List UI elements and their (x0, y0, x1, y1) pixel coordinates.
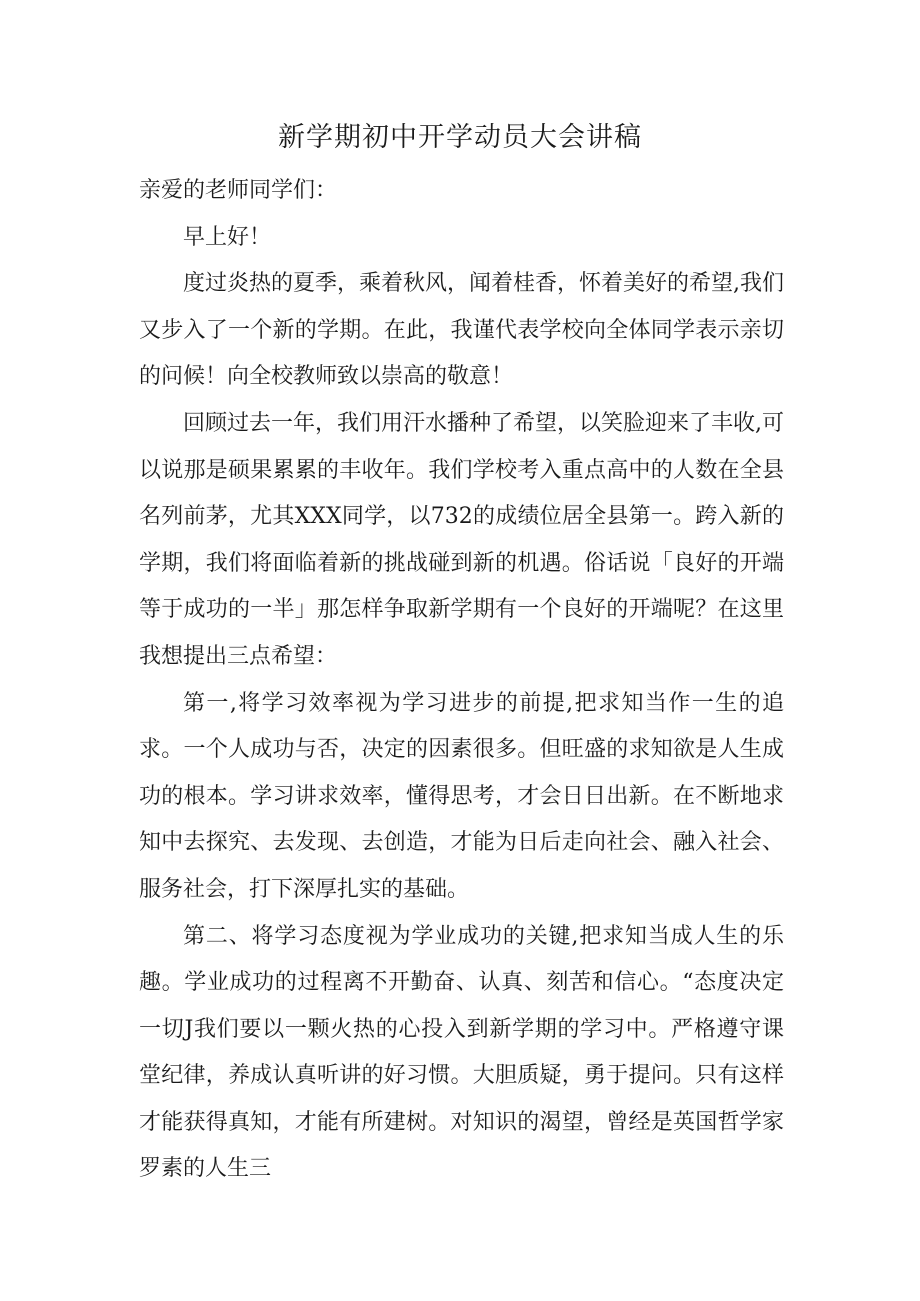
paragraph-greeting: 早上好！ (183, 224, 272, 250)
document-title: 新学期初中开学动员大会讲稿 (278, 122, 642, 153)
document-body (139, 168, 784, 1193)
paragraph-opening: 度过炎热的夏季，乘着秋风，闻着桂香，怀着美好的希望,我们又步入了一个新的学期。在此，我谨代表学校向全体同学表示亲切的问候！向全校教师致以崇高的敬意！ (139, 271, 784, 390)
paragraph-hope-two: 第二、将学习态度视为学业成功的关键,把求知当成人生的乐趣。学业成功的过程离不开勤奋、认真、刻苦和信心。“态度决定一切J我们要以一颗火热的心投入到新学期的学习中。严格遵守课堂纪律，养成认真听讲的好习惯。大胆质疑，勇于提问。只有这样才能获得真知，才能有所建树。对知识的渴望，曾经是英国哲学家罗素的人生三 (139, 923, 784, 1182)
salutation: 亲爱的老师同学们： (139, 178, 338, 203)
paragraph-review: 回顾过去一年，我们用汗水播种了希望，以笑脸迎来了丰收,可以说那是硕果累累的丰收年。我们学校考入重点高中的人数在全县名列前茅，尤其XXX同学，以732的成绩位居全县第一。跨入新的学期，我们将面临着新的挑战碰到新的机遇。俗话说「良好的开端等于成功的一半」那怎样争取新学期有一个良好的开端呢？在这里我想提出三点希望： (139, 410, 784, 669)
paragraph-hope-one: 第一,将学习效率视为学习进步的前提,把求知当作一生的追求。一个人成功与否，决定的因素很多。但旺盛的求知欲是人生成功的根本。学习讲求效率，懂得思考，才会日日出新。在不断地求知中去探究、去发现、去创造，才能为日后走向社会、融入社会、服务社会，打下深厚扎实的基础。 (139, 690, 784, 902)
